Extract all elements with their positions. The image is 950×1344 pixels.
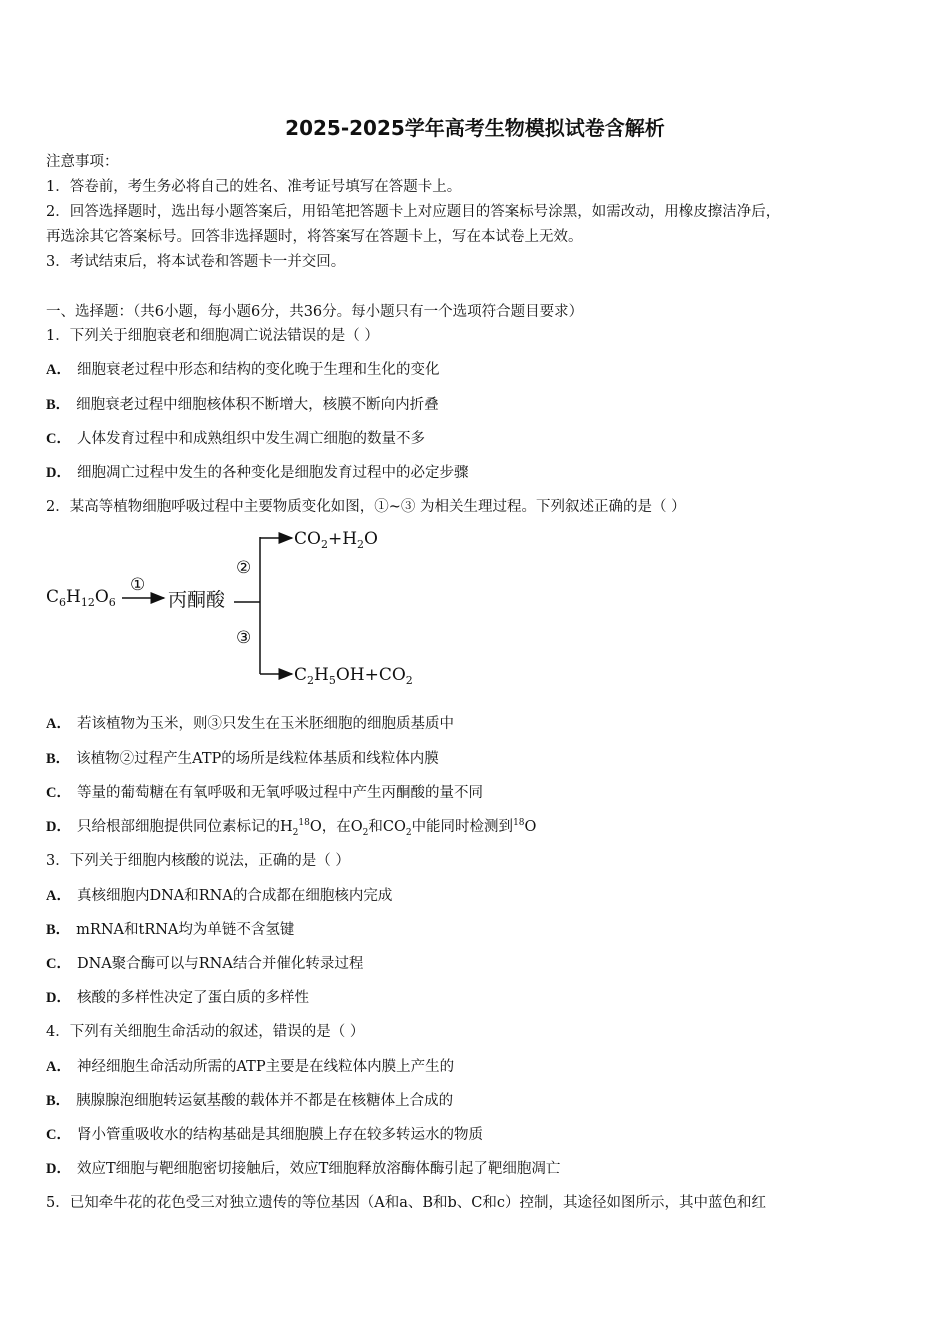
option-text: mRNA和tRNA均为单链不含氢键 <box>76 922 295 938</box>
question-2-stem: 2．某高等植物细胞呼吸过程中主要物质变化如图，①~③ 为相关生理过程。下列叙述正确的是（ ） <box>46 499 686 515</box>
option-letter: B． <box>46 922 71 938</box>
option-text: 神经细胞生命活动所需的ATP主要是在线粒体内膜上产生的 <box>76 1059 455 1075</box>
question-1-option-d <box>46 463 468 483</box>
option-letter: C． <box>46 956 71 972</box>
option-letter: D． <box>46 990 71 1006</box>
question-4-option-a <box>46 1057 454 1077</box>
notice-item: 1．答卷前，考生务必将自己的姓名、准考证号填写在答题卡上。 <box>46 179 462 195</box>
step-2-label: ② <box>236 558 252 578</box>
question-2-option-b <box>46 749 439 769</box>
option-letter: C． <box>46 431 71 447</box>
option-letter: C． <box>46 785 71 801</box>
notice-heading: 注意事项： <box>46 154 119 170</box>
option-text: 核酸的多样性决定了蛋白质的多样性 <box>76 990 309 1006</box>
option-letter: C． <box>46 1127 71 1143</box>
option-letter: D． <box>46 465 71 481</box>
option-text: 细胞凋亡过程中发生的各种变化是细胞发育过程中的必定步骤 <box>76 465 469 481</box>
question-3-option-a <box>46 886 392 906</box>
option-text: 只给根部细胞提供同位素标记的$H_2^{18}O$，在$O_2$和$CO_2$中能同时检测到$^{18}$O <box>76 818 537 838</box>
option-letter: A． <box>46 362 71 378</box>
notice-item: 再选涂其它答案标号。回答非选择题时，将答案写在答题卡上，写在本试卷上无效。 <box>46 229 583 245</box>
question-3-option-d <box>46 988 309 1008</box>
question-2-option-c <box>46 783 483 803</box>
step-3-label: ③ <box>236 628 252 648</box>
question-4-stem: 4．下列有关细胞生命活动的叙述，错误的是（ ） <box>46 1024 365 1040</box>
question-1-option-a <box>46 360 439 380</box>
option-text: 效应T细胞与靶细胞密切接触后，效应T细胞释放溶酶体酶引起了靶细胞凋亡 <box>76 1161 561 1177</box>
glucose-formula: $C_6H_{12}O_6$ <box>46 587 116 609</box>
aerobic-products: $CO_2+H_2O$ <box>294 529 378 551</box>
question-1-option-c <box>46 429 425 449</box>
option-text: 人体发育过程中和成熟组织中发生凋亡细胞的数量不多 <box>76 431 425 447</box>
question-4-option-d <box>46 1159 560 1179</box>
pyruvate-label: 丙酮酸 <box>168 589 226 611</box>
question-2-option-d <box>46 817 536 837</box>
question-5-stem: 5．已知牵牛花的花色受三对独立遗传的等位基因（A和a、B和b、C和c）控制，其途径如图所示，其中蓝色和红 <box>46 1195 766 1211</box>
option-text: 该植物②过程产生ATP的场所是线粒体基质和线粒体内膜 <box>76 751 439 767</box>
question-3-option-b <box>46 920 294 940</box>
option-letter: A． <box>46 888 71 904</box>
option-text: 胰腺腺泡细胞转运氨基酸的载体并不都是在核糖体上合成的 <box>76 1093 454 1109</box>
question-3-option-c <box>46 954 363 974</box>
option-letter: B． <box>46 1093 71 1109</box>
question-4-option-b <box>46 1091 453 1111</box>
option-text: 若该植物为玉米，则③只发生在玉米胚细胞的细胞质基质中 <box>76 716 454 732</box>
question-3-stem: 3．下列关于细胞内核酸的说法，正确的是（ ） <box>46 853 350 869</box>
notice-item: 3．考试结束后，将本试卷和答题卡一并交回。 <box>46 254 346 270</box>
option-text: 真核细胞内DNA和RNA的合成都在细胞核内完成 <box>76 888 393 904</box>
question-4-option-c <box>46 1125 483 1145</box>
option-text: DNA聚合酶可以与RNA结合并催化转录过程 <box>76 956 364 972</box>
option-letter: D． <box>46 1161 71 1177</box>
option-letter: A． <box>46 1059 71 1075</box>
question-1-stem: 1．下列关于细胞衰老和细胞凋亡说法错误的是（ ） <box>46 328 379 344</box>
page-title: 2025-2025学年高考生物模拟试卷含解析 <box>285 116 665 140</box>
section-heading: 一、选择题：（共6小题，每小题6分，共36分。每小题只有一个选项符合题目要求） <box>46 304 584 320</box>
option-text: 等量的葡萄糖在有氧呼吸和无氧呼吸过程中产生丙酮酸的量不同 <box>76 785 483 801</box>
notice-item: 2．回答选择题时，选出每小题答案后，用铅笔把答题卡上对应题目的答案标号涂黑，如需改动，用橡皮擦洁净后， <box>46 204 781 220</box>
respiration-diagram <box>44 528 424 698</box>
option-text: 细胞衰老过程中形态和结构的变化晚于生理和生化的变化 <box>76 362 440 378</box>
anaerobic-products: $C_2H_5OH+CO_2$ <box>294 665 413 687</box>
option-text: 肾小管重吸收水的结构基础是其细胞膜上存在较多转运水的物质 <box>76 1127 483 1143</box>
question-2-option-a <box>46 714 454 734</box>
question-1-option-b <box>46 395 439 415</box>
option-letter: A． <box>46 716 71 732</box>
option-text: 细胞衰老过程中细胞核体积不断增大，核膜不断向内折叠 <box>76 397 439 413</box>
step-1-label: ① <box>130 575 146 595</box>
option-letter: B． <box>46 397 71 413</box>
option-letter: D． <box>46 819 71 835</box>
option-letter: B． <box>46 751 71 767</box>
